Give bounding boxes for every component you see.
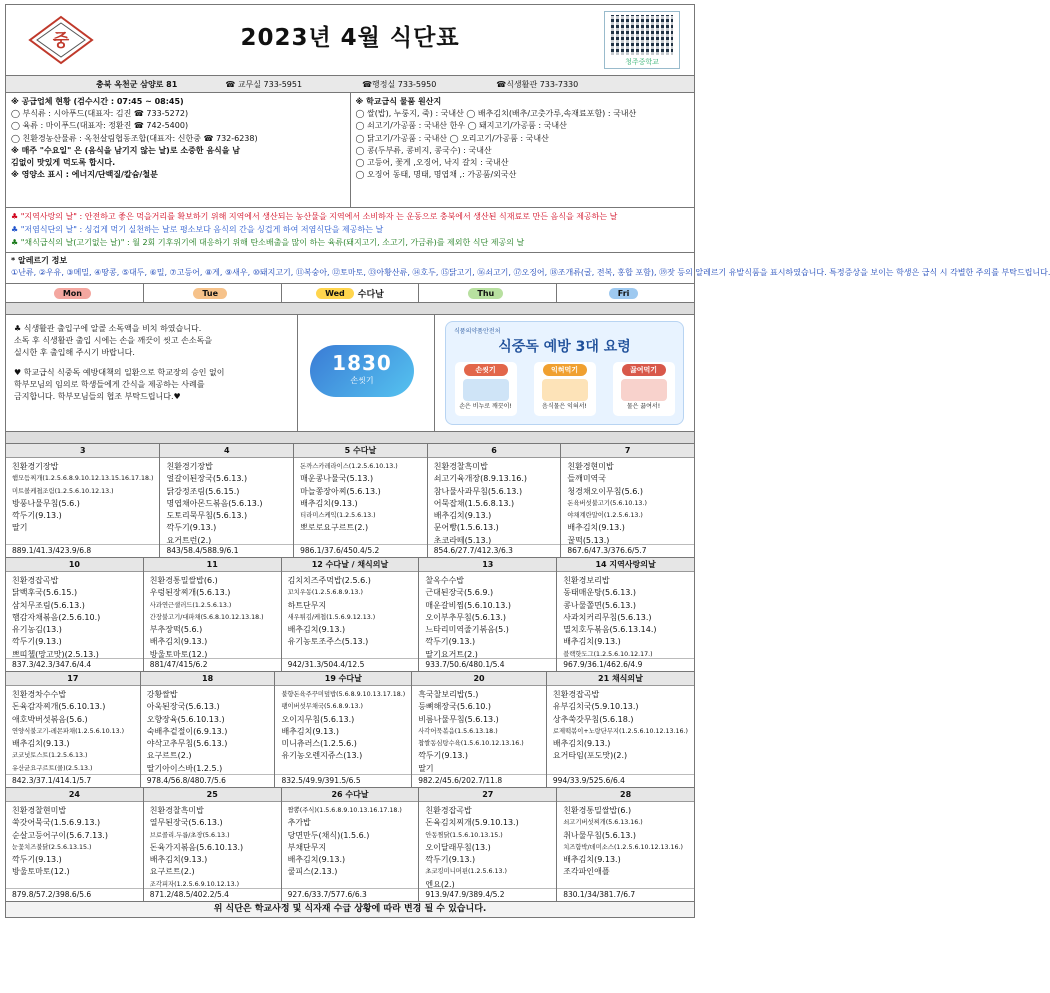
menu-item: 명엽채아몬드볶음(5.6.13.) — [166, 498, 263, 508]
day-cell — [411, 672, 546, 787]
header — [5, 4, 695, 75]
week-row — [6, 557, 694, 671]
notice-line: 소독 후 식생활관 출입 시에는 손을 깨끗이 씻고 손소독을 — [14, 336, 213, 345]
day-header: 12 수다날 / 채식의날 — [282, 558, 419, 572]
menu-item: 들깨미역국 — [567, 474, 606, 484]
day-header: 24 — [6, 788, 143, 802]
divider-bar — [5, 432, 695, 444]
menu-item: 당면만두(채식)(1.5.6.) — [287, 830, 370, 840]
menu-item: 사과치커리무침(5.6.13.) — [563, 612, 652, 622]
step-label: 손씻기 — [464, 364, 508, 376]
menu-list — [282, 802, 419, 888]
menu-list — [6, 458, 159, 544]
menu-item: 연양식불고기-레몬파채(1.2.5.6.10.13.) — [12, 727, 125, 735]
menu-list — [412, 686, 546, 774]
menu-item: 블랙핫도그(1.2.5.6.10.12.17.) — [563, 650, 653, 658]
menu-item: 배추김치(9.13.) — [567, 523, 625, 533]
menu-item: 사과연근샐러드(1.2.5.6.13.) — [149, 601, 232, 609]
menu-item: 꿀떡(5.13.) — [567, 535, 610, 545]
poster-title: 식중독 예방 3대 요령 — [498, 339, 631, 355]
day-header: 21 채식의날 — [547, 672, 694, 686]
poster-card — [445, 321, 684, 425]
nutrition-info: 927.6/33.7/577.6/6.3 — [282, 888, 419, 901]
day-header: 17 — [6, 672, 140, 686]
day-header: 3 — [6, 444, 159, 458]
menu-item: 취나물무침(5.6.13.) — [563, 830, 637, 840]
menu-item: 돈육감자찌개(5.6.10.13.) — [12, 702, 106, 712]
day-local-love: ♣ "지역사랑의 날" : 안전하고 좋은 먹을거리를 확보하기 위해 지역에서 생산되는 농산물을 지역에서 소비하자 는 운동으로 충북에서 생산된 식재료로 만든 음식을 제공하는 날 — [11, 212, 618, 221]
menu-item: 어묵잡채(1.5.6.8.13.) — [433, 498, 515, 508]
menu-item: 문어빵(1.5.6.13.) — [433, 523, 499, 533]
menu-item: 조각파인애플 — [563, 867, 610, 877]
day-header: 28 — [557, 788, 694, 802]
menu-item: 배추김치(9.13.) — [300, 498, 358, 508]
week-row — [6, 444, 694, 557]
phone-admin: ☎행정실 733-5950 — [362, 79, 437, 89]
nutrition-info: 837.3/42.3/347.6/4.4 — [6, 658, 143, 671]
menu-item: 친환경찰현미밥 — [12, 806, 67, 815]
day-cell — [418, 788, 556, 901]
menu-item: 배추김치(9.13.) — [281, 726, 339, 736]
menu-item: 추가밥 — [287, 818, 311, 828]
menu-item: 얼갈이된장국(5.6.13.) — [166, 474, 248, 484]
menu-item: 방울토마토(12.) — [12, 867, 70, 877]
info-right-line: ◯ 쌀(밥), 누룽지, 죽) : 국내산 ◯ 배추김치(배추/고춧가루,속재료포함) : 국내산 — [355, 109, 637, 119]
menu-item: 조각피자(1.2.5.6.9.10.12.13.) — [149, 880, 240, 888]
notice-line: ♣ 식생활관 출입구에 알콜 소독액을 비치 하였습니다. — [14, 324, 202, 333]
nutrition-info: 832.5/49.9/391.5/6.5 — [275, 774, 411, 787]
menu-list — [144, 572, 281, 658]
menu-item: 친환경통밀쌀밥(6.) — [563, 806, 632, 815]
menu-list — [6, 572, 143, 658]
nutrition-info: 913.9/47.9/389.4/5.2 — [419, 888, 556, 901]
menu-item: 닭백후국(5.6.15.) — [12, 588, 78, 598]
allergy-text: ①난류, ②우유, ③메밀, ④땅콩, ⑤대두, ⑥밀, ⑦고등어, ⑧게, ⑨새우, ⑩돼지고기, ⑪복숭아, ⑫토마토, ⑬아황산류, ⑭호두, ⑮닭고기, ⑯쇠고기, ⑰오징어, ⑱조개류(굴, 전복, 홍합 포함), ⑲잣 등의 알레르기 유발식품을 표시하였습니다. 특정증상을 보이는 학생은 급식 시 각별한 주의를 부탁드립니다. — [11, 268, 1050, 277]
menu-grid — [5, 444, 695, 902]
menu-list — [6, 802, 143, 888]
menu-item: 요구르트(2.) — [149, 867, 195, 877]
nutrition-info: 843/58.4/588.9/6.1 — [160, 544, 293, 557]
menu-item: 깍두기(9.13.) — [418, 751, 468, 761]
menu-item: 햄모듬찌개(1.2.5.6.8.9.10.12.13.15.16.17.18.) — [12, 475, 154, 483]
menu-item: 미트볼케쳡조림(1.2.5.6.10.12.13.) — [12, 487, 114, 495]
day-header: 10 — [6, 558, 143, 572]
info-left-line: 김없이 맛있게 먹도록 합시다. — [11, 158, 116, 168]
menu-list — [144, 802, 281, 888]
menu-item: 방울토마토(12.) — [149, 649, 208, 659]
menu-item: 딸기요거트(2.) — [425, 649, 478, 659]
nutrition-info: 879.8/57.2/398.6/5.6 — [6, 888, 143, 901]
day-cell — [293, 444, 427, 557]
menu-item: 오이달래무침(13.) — [425, 842, 491, 852]
menu-item: 아욱된장국(5.6.13.) — [146, 702, 220, 712]
menu-item: 청경채오이무침(5.6.) — [567, 486, 643, 496]
step-desc: 손은 비누로 깨끗이! — [459, 403, 512, 410]
menu-list — [428, 458, 561, 544]
day-header: 25 — [144, 788, 281, 802]
menu-item: 쁘띠첼(망고맛)(2.5.13.) — [12, 649, 99, 659]
poster-step — [534, 362, 596, 416]
nutrition-info: 942/31.3/504.4/12.5 — [282, 658, 419, 671]
weekday-header — [5, 284, 695, 303]
menu-item: 초코킹미니머핀(1.2.5.6.13.) — [425, 868, 507, 876]
menu-item: 짬뽕(주식)(1.5.6.8.9.10.13.16.17.18.) — [287, 807, 402, 814]
notice-line: 실시한 후 출입해 주시기 바랍니다. — [14, 348, 135, 357]
day-cell — [6, 558, 143, 671]
menu-item: 찹쌀동심탕수육(1.5.6.10.12.13.16.) — [418, 740, 524, 748]
menu-item: 사각어묵볶음(1.5.6.13.18.) — [418, 727, 498, 735]
menu-item: 간장불고기/대파채(5.6.8.10.12.13.18.) — [149, 613, 264, 621]
day-cell — [274, 672, 411, 787]
menu-item: 유기농오렌지쥬스(13.) — [281, 751, 363, 761]
day-cell — [281, 788, 419, 901]
nutrition-info: 881/47/415/6.2 — [144, 658, 281, 671]
menu-item: 김치치즈주먹밥(2.5.6.) — [287, 576, 371, 585]
menu-list — [282, 572, 419, 658]
weekday-label: Fri — [609, 288, 639, 299]
day-vegetarian: ♣ "채식급식의 날(고기없는 날)" : 월 2회 기후위기에 대응하기 위해 탄소배출을 많이 하는 육류(돼지고기, 소고기, 가금류)를 제외한 식단 제공의 날 — [11, 238, 525, 247]
menu-list — [294, 458, 427, 544]
menu-item: 참나물사과무침(5.6.13.) — [433, 486, 523, 496]
menu-item: 친환경차수수밥 — [12, 690, 67, 699]
day-cell — [140, 672, 275, 787]
menu-item: 딸기 — [418, 763, 434, 773]
handwash-number: 1830 — [332, 351, 392, 375]
step-desc: 음식물은 익혀서! — [542, 403, 587, 410]
menu-item: 친환경잡곡밥 — [12, 576, 59, 585]
menu-item: 깍두기(9.13.) — [425, 637, 476, 647]
day-cell — [281, 558, 419, 671]
contact-bar — [5, 75, 695, 93]
weekday-thu — [418, 284, 556, 302]
footer-note: 위 식단은 학교사정 및 식자재 수급 상황에 따라 변경 될 수 있습니다. — [5, 902, 695, 918]
poster-step — [455, 362, 517, 416]
menu-item: 돈육버섯불고기(5.6.10.13.) — [567, 499, 647, 507]
menu-item: 꼬치우동(1.2.5.6.8.9.13.) — [287, 589, 363, 597]
weekday-fri — [556, 284, 694, 302]
menu-item: 오이부추무침(5.6.13.) — [425, 612, 506, 622]
menu-item: 눈꽃치즈불닭(2.5.6.13.15.) — [12, 843, 92, 851]
menu-item: 애호박버섯볶음(5.6.) — [12, 714, 88, 724]
day-cell — [143, 558, 281, 671]
menu-item: 유기농토조주스(5.13.) — [287, 637, 369, 647]
menu-list — [561, 458, 694, 544]
menu-item: 깍두기(9.13.) — [12, 637, 62, 647]
nutrition-info: 986.1/37.6/450.4/5.2 — [294, 544, 427, 557]
menu-item: 찰옥수수밥 — [425, 576, 465, 585]
menu-item: 깍두기(9.13.) — [425, 855, 476, 865]
nutrition-info: 867.6/47.3/376.6/5.7 — [561, 544, 694, 557]
menu-item: 깍두기(9.13.) — [166, 523, 217, 533]
info-left-line: ◯ 친환경농산물류 : 옥천살림협동조합(대표자: 신한중 ☎ 732-6238) — [11, 133, 258, 143]
day-cell — [560, 444, 694, 557]
wed-extra: 수다날 — [357, 289, 384, 300]
nutrition-info: 830.1/34/381.7/6.7 — [557, 888, 694, 901]
nutrition-info: 933.7/50.6/480.1/5.4 — [419, 658, 556, 671]
menu-item: 돈까스카레라이스(1.2.5.6.10.13.) — [300, 463, 398, 470]
menu-item: 코코넛토스트(1.2.5.6.13.) — [12, 752, 88, 760]
menu-item: 삼치무조림(5.6.13.) — [12, 600, 85, 610]
school-address: 충북 옥천군 삼양로 81 — [96, 79, 178, 89]
menu-item: 친환경현미밥 — [567, 462, 614, 471]
day-cell — [143, 788, 281, 901]
menu-item: 팽이버섯무채국(5.6.8.9.13.) — [281, 703, 363, 711]
menu-list — [419, 802, 556, 888]
nutrition-info: 842.3/37.1/414.1/5.7 — [6, 774, 140, 787]
day-header: 5 수다날 — [294, 444, 427, 458]
poster-steps — [446, 362, 683, 416]
menu-item: 오이지무침(5.6.13.) — [281, 714, 355, 724]
menu-item: 배추김치(9.13.) — [149, 855, 208, 865]
qr-label: 청주중학교 — [625, 58, 659, 66]
day-low-salt: ♣ "저염식단의 날" : 싱겁게 먹기 실천하는 날로 평소보다 음식의 간을 싱겁게 하여 저염식단을 제공하는 날 — [11, 225, 384, 234]
menu-list — [419, 572, 556, 658]
supplier-info — [6, 93, 350, 207]
svg-text:중: 중 — [52, 31, 70, 51]
menu-item: 강황쌀밥 — [146, 690, 178, 699]
info-right-line: ◯ 쇠고기/가공품 : 국내산 한우 ◯ 돼지고기/가공품 : 국내산 — [355, 121, 567, 131]
notice-line: 학부모님의 임의로 학생들에게 간식을 제공하는 사례를 — [14, 380, 205, 389]
menu-item: 불향돈육주꾸미덮밥(5.6.8.9.10.13.17.18.) — [281, 691, 406, 698]
menu-item: 엔요(2.) — [425, 879, 455, 889]
menu-list — [557, 802, 694, 888]
step-illustration-icon — [542, 379, 588, 401]
handwash-icon — [310, 345, 414, 397]
day-header: 19 수다날 — [275, 672, 411, 686]
menu-item: 열무된장국(5.6.13.) — [149, 818, 223, 828]
menu-list — [557, 572, 694, 658]
menu-item: 닭강정조림(5.6.15.) — [166, 486, 240, 496]
day-header: 13 — [419, 558, 556, 572]
page-title: 2023년 4월 식단표 — [240, 25, 460, 51]
day-cell — [427, 444, 561, 557]
divider-bar — [5, 303, 695, 315]
special-days — [5, 208, 695, 253]
menu-item: 쿨피스(2.13.) — [287, 867, 338, 877]
info-right-line: ◯ 고등어, 꽃게 ,오징어, 낙지 갈치 : 국내산 — [355, 158, 509, 168]
menu-item: 친환경보리밥 — [563, 576, 610, 585]
week-row — [6, 787, 694, 901]
menu-item: 야삭고추무침(5.6.13.) — [146, 739, 228, 749]
menu-list — [160, 458, 293, 544]
info-right-line: ◯ 콩(두부류, 콩비지, 콩국수) : 국내산 — [355, 145, 492, 155]
menu-item: 딸기아이스바(1.2.5.) — [146, 763, 223, 773]
menu-item: 부추장떡(5.6.) — [149, 625, 203, 635]
menu-item: 돈육가지볶음(5.6.10.13.) — [149, 842, 244, 852]
menu-item: 친환경통밀쌀밥(6.) — [149, 576, 218, 585]
menu-item: 마늘쫑장아찌(5.6.13.) — [300, 486, 381, 496]
day-cell — [556, 788, 694, 901]
menu-item: 비름나물무침(5.6.13.) — [418, 714, 499, 724]
menu-item: 느타리미역줄기볶음(5.) — [425, 625, 509, 635]
nutrition-info: 871.2/48.5/402.2/5.4 — [144, 888, 281, 901]
info-left-line: ◯ 육류 : 마이푸드(대표자: 정환진 ☎ 742-5400) — [11, 121, 189, 131]
nutrition-info: 994/33.9/525.6/6.4 — [547, 774, 694, 787]
origin-info — [350, 93, 695, 207]
menu-item: 오향장육(5.6.10.13.) — [146, 714, 225, 724]
menu-item: 치즈함박/데미소스(1.2.5.6.10.12.13.16.) — [563, 843, 683, 851]
notice-text — [6, 315, 298, 431]
weekday-mon — [6, 284, 143, 302]
weekday-tue — [143, 284, 281, 302]
menu-item: 상추쑥갓무침(5.6.18.) — [552, 714, 634, 724]
menu-item: 등뼈해장국(5.6.10.) — [418, 702, 492, 712]
menu-item: 친환경찰흑미밥 — [149, 806, 204, 815]
menu-item: 친환경기장밥 — [166, 462, 213, 471]
nutrition-info: 967.9/36.1/462.6/4.9 — [557, 658, 694, 671]
menu-item: 로제떡볶이+노랑단무지(1.2.5.6.10.12.13.16.) — [552, 727, 689, 735]
info-section — [5, 93, 695, 208]
menu-item: 딸기 — [12, 523, 28, 533]
menu-item: 숙배추겉절이(6.9.13.) — [146, 726, 228, 736]
step-illustration-icon — [463, 379, 509, 401]
nutrition-info: 978.4/56.8/480.7/5.6 — [141, 774, 275, 787]
day-header: 6 — [428, 444, 561, 458]
phone-office: ☎ 교무실 733-5951 — [225, 79, 303, 89]
menu-item: 쑥갓어묵국(1.5.6.9.13.) — [12, 818, 101, 828]
menu-list — [6, 686, 140, 774]
info-right-line: ※ 학교급식 물품 원산지 — [355, 97, 442, 106]
day-header: 4 — [160, 444, 293, 458]
day-cell — [6, 788, 143, 901]
menu-item: 배추김치(9.13.) — [552, 739, 611, 749]
allergy-info — [5, 253, 1050, 284]
menu-item: 요거타임(포도맛)(2.) — [552, 751, 628, 761]
menu-item: 순살고등어구이(5.6.7.13.) — [12, 830, 108, 840]
menu-item: 배추김치(9.13.) — [563, 855, 621, 865]
menu-item: 부채단무지 — [287, 842, 327, 852]
menu-item: 깍두기(9.13.) — [12, 855, 62, 865]
notice-line: 금지합니다. 학부모님들의 협조 부탁드립니다.♥ — [14, 392, 181, 401]
menu-item: 배추김치(9.13.) — [287, 855, 346, 865]
menu-list — [141, 686, 275, 774]
menu-item: 친환경찰흑미밥 — [433, 462, 488, 471]
info-right-line: ◯ 오징어 동태, 명태, 명엽채 ,: 가공품/외국산 — [355, 170, 517, 180]
food-poisoning-poster — [435, 315, 694, 431]
menu-item: 배추김치(9.13.) — [433, 511, 492, 521]
info-left-line: ※ 공급업체 현황 (검수시간 : 07:45 ~ 08:45) — [11, 97, 184, 106]
menu-item: 배추김치(9.13.) — [287, 625, 346, 635]
notice-section — [5, 315, 695, 432]
info-right-line: ◯ 닭고기/가공품 : 국내산 ◯ 오리고기/가공품 : 국내산 — [355, 133, 549, 143]
step-label: 익혀먹기 — [543, 364, 587, 376]
step-desc: 물은 끓여서! — [626, 403, 661, 410]
menu-list — [275, 686, 411, 774]
menu-item: 콩나물쫄면(5.6.13.) — [563, 600, 637, 610]
weekday-label: Tue — [193, 288, 227, 299]
day-header: 11 — [144, 558, 281, 572]
handwash-badge — [298, 315, 435, 431]
menu-item: 요거트런(2.) — [166, 535, 212, 545]
menu-item: 야채계란말이(1.2.5.6.13.) — [567, 512, 643, 520]
menu-item: 방풍나물무침(5.6.) — [12, 498, 80, 508]
menu-item: 요구르트(2.) — [146, 751, 192, 761]
nutrition-info: 889.1/41.3/423.9/6.8 — [6, 544, 159, 557]
day-cell — [556, 558, 694, 671]
menu-item: 깍두기(9.13.) — [12, 511, 62, 521]
menu-item: 우렁된장찌개(5.6.13.) — [149, 588, 231, 598]
menu-item: 근대된장국(5.6.9.) — [425, 588, 494, 598]
step-illustration-icon — [621, 379, 667, 401]
day-cell — [546, 672, 694, 787]
menu-item: 도토리묵무침(5.6.13.) — [166, 511, 248, 521]
day-header: 20 — [412, 672, 546, 686]
day-cell — [418, 558, 556, 671]
weekday-label: Wed — [316, 288, 354, 299]
day-header: 7 — [561, 444, 694, 458]
menu-item: 햄감자채볶음(2.5.6.10.) — [12, 612, 101, 622]
menu-item: 멸치호두볶음(5.6.13.14.) — [563, 625, 657, 635]
qr-code-icon — [611, 15, 673, 55]
menu-item: 유기농김(13.) — [12, 625, 62, 635]
day-header: 18 — [141, 672, 275, 686]
day-cell — [159, 444, 293, 557]
menu-item: 쇠고기버섯찌개(5.6.13.16.) — [563, 819, 643, 827]
info-left-line: ※ 영양소 표시 : 에너지/단백질/칼슘/철분 — [11, 170, 158, 180]
menu-item: 뽀로로요구르트(2.) — [300, 523, 369, 533]
day-header: 27 — [419, 788, 556, 802]
week-row — [6, 671, 694, 787]
menu-item: 유부김치국(5.9.10.13.) — [552, 702, 639, 712]
weekday-label: Thu — [468, 288, 503, 299]
menu-item: 매운콩나물국(5.13.) — [300, 474, 374, 484]
poster-step — [613, 362, 675, 416]
menu-item: 배추김치(9.13.) — [12, 739, 70, 749]
menu-item: 새우튀김/케첩(1.5.6.9.12.13.) — [287, 613, 376, 621]
menu-item: 하트단무지 — [287, 600, 327, 610]
handwash-text: 손씻기 — [350, 376, 374, 385]
menu-item: 돈육김치찌개(5.9.10.13.) — [425, 818, 519, 828]
weekday-label: Mon — [54, 288, 91, 299]
phone-cafeteria: ☎식생활관 733-7330 — [496, 79, 579, 89]
allergy-title: * 알레르기 정보 — [11, 256, 68, 265]
nutrition-info: 982.2/45.6/202.7/11.8 — [412, 774, 546, 787]
poster-agency: 식품의약품안전처 — [454, 328, 501, 335]
menu-item: 안동찜닭(1.5.6.10.13.15.) — [425, 831, 503, 839]
info-left-line: ※ 매주 "수요일" 은 (음식을 남기지 않는 날)로 소중한 음식을 남 — [11, 145, 241, 155]
menu-item: 미니츄러스(1.2.5.6.) — [281, 739, 357, 749]
menu-item: 친환경기장밥 — [12, 462, 59, 471]
menu-item: 친환경잡곡밥 — [552, 690, 600, 699]
day-header: 26 수다날 — [282, 788, 419, 802]
menu-item: 쇠고기육개장(8.9.13.16.) — [433, 474, 528, 484]
day-cell — [6, 672, 140, 787]
menu-item: 배추김치(9.13.) — [563, 637, 621, 647]
qr-code[interactable] — [604, 11, 680, 69]
menu-item: 동태매운탕(5.6.13.) — [563, 588, 637, 598]
menu-list — [547, 686, 694, 774]
menu-item: 배추김치(9.13.) — [149, 637, 208, 647]
step-label: 끓여먹기 — [622, 364, 666, 376]
nutrition-info: 854.6/27.7/412.3/6.3 — [428, 544, 561, 557]
menu-item: 티라미스케익(1.2.5.6.13.) — [300, 512, 376, 520]
menu-item: 브로콜리.두릅/초장(5.6.13.) — [149, 831, 230, 839]
menu-item: 초코라떼(5.13.) — [433, 535, 492, 545]
notice-line: ♥ 학교급식 식중독 예방대책의 일환으로 학교장의 승인 없이 — [14, 368, 225, 377]
weekday-wed — [281, 284, 419, 302]
menu-item: 친환경잡곡밥 — [425, 806, 472, 815]
menu-item: 매운갈비찜(5.6.10.13.) — [425, 600, 511, 610]
info-left-line: ◯ 부식류 : 시아푸드(대표자: 김진 ☎ 733-5272) — [11, 109, 189, 119]
day-cell — [6, 444, 159, 557]
menu-item: 유산균요구르트(쿨)(2.5.13.) — [12, 764, 93, 772]
menu-item: 흑국찰보리밥(5.) — [418, 690, 479, 699]
menu-page — [5, 4, 1050, 918]
day-header: 14 지역사랑의날 — [557, 558, 694, 572]
